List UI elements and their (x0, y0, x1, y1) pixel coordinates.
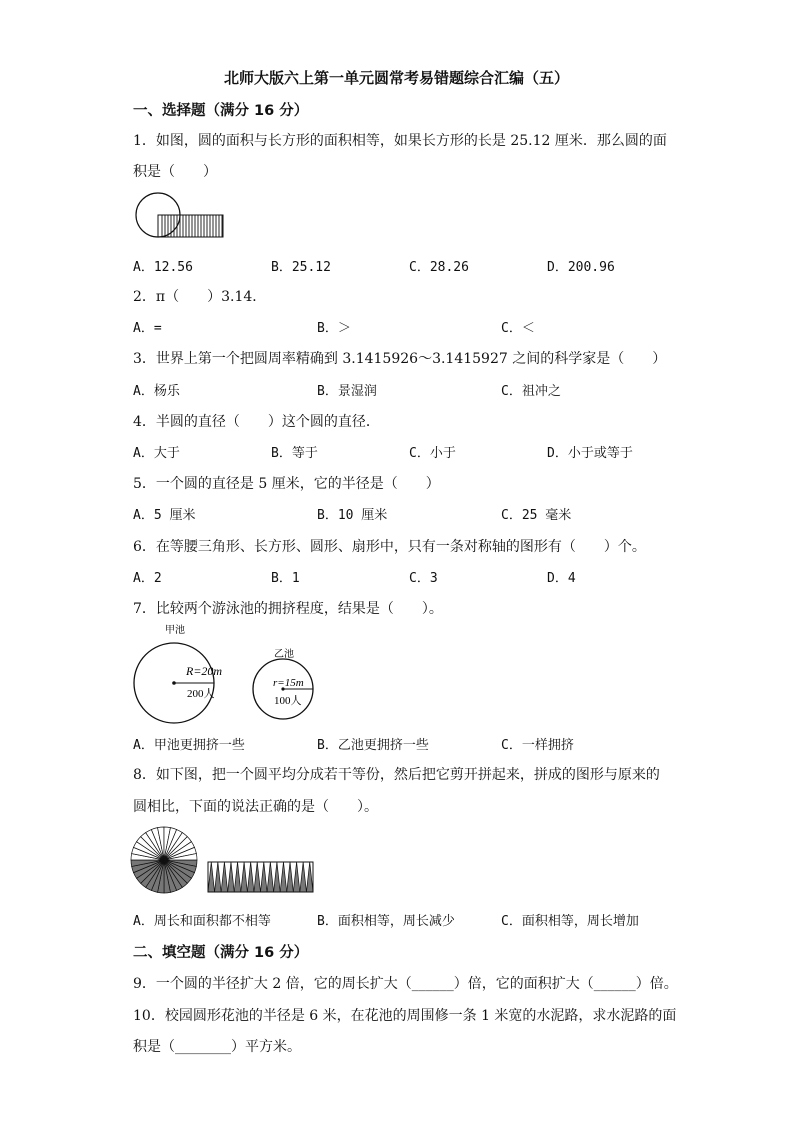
strip-triangle (208, 862, 215, 892)
strip-triangle (300, 862, 307, 892)
pool-a-people: 200人 (187, 688, 215, 700)
q7-option-a[interactable]: A．甲池更拥挤一些 (133, 738, 245, 753)
pool-b-name: 乙池 (274, 649, 294, 660)
q2-option-b[interactable]: B．＞ (317, 321, 351, 336)
question-9-text: 9．一个圆的半径扩大 2 倍，它的周长扩大（______）倍，它的面积扩大（______）倍。 (133, 976, 678, 992)
question-8-figure (130, 826, 320, 896)
q1-option-b[interactable]: B．25.12 (271, 260, 331, 275)
q6-option-d[interactable]: D．4 (547, 571, 576, 586)
q7-option-b[interactable]: B．乙池更拥挤一些 (317, 738, 429, 753)
section-heading-choice: 一、选择题（满分 16 分） (133, 103, 309, 119)
question-3-text: 3．世界上第一个把圆周率精确到 3.1415926～3.1415927 之间的科学家是（ ） (133, 351, 667, 367)
q8-option-c[interactable]: C．面积相等，周长增加 (501, 914, 639, 929)
strip-triangle (254, 862, 261, 892)
strip-triangle (261, 862, 268, 892)
q3-option-c[interactable]: C．祖冲之 (501, 384, 561, 399)
q1-option-d[interactable]: D．200.96 (547, 260, 615, 275)
strip-triangle (221, 862, 228, 892)
strip-triangle (247, 862, 254, 892)
pool-a-radius: R=20m (186, 664, 223, 678)
strip-triangle (280, 862, 287, 892)
q4-option-c[interactable]: C．小于 (409, 446, 456, 461)
q1-option-a[interactable]: A．12.56 (133, 260, 193, 275)
strip-triangle (287, 862, 294, 892)
q6-option-c[interactable]: C．3 (409, 571, 438, 586)
strip-triangle (215, 862, 222, 892)
page-title: 北师大版六上第一单元圆常考易错题综合汇编（五） (223, 69, 569, 87)
question-10-text-cont: 积是（________）平方米。 (133, 1039, 301, 1055)
q6-option-b[interactable]: B．1 (271, 571, 300, 586)
q7-option-c[interactable]: C．一样拥挤 (501, 738, 574, 753)
q5-option-a[interactable]: A．5 厘米 (133, 508, 196, 523)
strip-triangle (306, 862, 313, 892)
q3-option-a[interactable]: A．杨乐 (133, 384, 180, 399)
question-1-figure (131, 191, 226, 243)
q3-option-b[interactable]: B．景湿润 (317, 384, 377, 399)
q8-option-b[interactable]: B．面积相等，周长减少 (317, 914, 455, 929)
strip-triangle (234, 862, 241, 892)
strip-triangle (274, 862, 281, 892)
question-6-text: 6．在等腰三角形、长方形、圆形、扇形中，只有一条对称轴的图形有（ ）个。 (133, 539, 646, 555)
pool-a-name: 甲池 (165, 625, 185, 636)
question-2-text: 2．π（ ）3.14． (133, 289, 267, 305)
question-10-text: 10．校园圆形花池的半径是 6 米，在花池的周围修一条 1 米宽的水泥路，求水泥路的面 (133, 1008, 677, 1024)
q2-option-a[interactable]: A．= (133, 321, 162, 336)
question-4-text: 4．半圆的直径（ ）这个圆的直径． (133, 414, 380, 430)
strip-triangle (293, 862, 300, 892)
q8-option-a[interactable]: A．周长和面积都不相等 (133, 914, 271, 929)
strip-triangle (228, 862, 235, 892)
strip-triangle (241, 862, 248, 892)
q4-option-b[interactable]: B．等于 (271, 446, 318, 461)
pool-b-people: 100人 (274, 695, 302, 707)
pool-b-radius: r=15m (273, 677, 304, 689)
strip-triangle (267, 862, 274, 892)
q4-option-a[interactable]: A．大于 (133, 446, 180, 461)
question-1-text-cont: 积是（ ） (133, 164, 217, 180)
question-1-text: 1．如图，圆的面积与长方形的面积相等，如果长方形的长是 25.12 厘米．那么圆的面 (133, 133, 667, 149)
q5-option-b[interactable]: B．10 厘米 (317, 508, 388, 523)
q6-option-a[interactable]: A．2 (133, 571, 162, 586)
question-8-text: 8．如下图，把一个圆平均分成若干等份，然后把它剪开拼起来，拼成的图形与原来的 (133, 767, 660, 783)
question-7-text: 7．比较两个游泳池的拥挤程度，结果是（ ）。 (133, 601, 443, 617)
q4-option-d[interactable]: D．小于或等于 (547, 446, 633, 461)
section-heading-fill: 二、填空题（满分 16 分） (133, 945, 309, 961)
question-8-text-cont: 圆相比，下面的说法正确的是（ ）。 (133, 799, 378, 815)
q1-option-c[interactable]: C．28.26 (409, 260, 469, 275)
q5-option-c[interactable]: C．25 毫米 (501, 508, 572, 523)
question-5-text: 5．一个圆的直径是 5 厘米，它的半径是（ ） (133, 476, 440, 492)
question-7-figure (128, 620, 328, 728)
q2-option-c[interactable]: C．＜ (501, 321, 535, 336)
